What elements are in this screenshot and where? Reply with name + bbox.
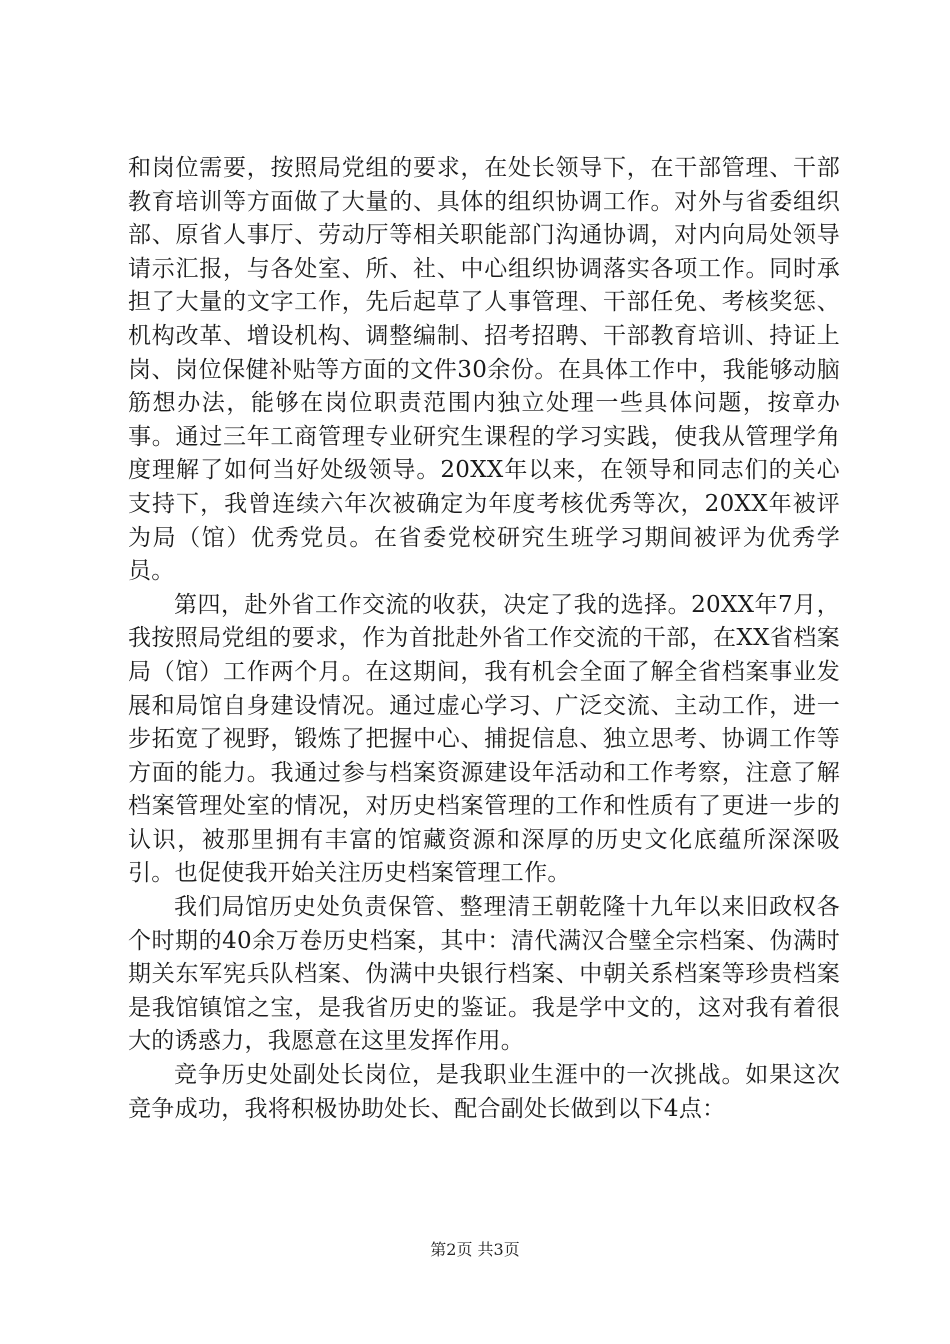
page-number-footer: 第2页 共3页 [430,1240,520,1259]
paragraph-3: 我们局馆历史处负责保管、整理清王朝乾隆十九年以来旧政权各个时期的40余万卷历史档案，其中：清代满汉合璧全宗档案、伪满时期关东军宪兵队档案、伪满中央银行档案、中朝关系档案等珍贵档案是我馆镇馆之宝，是我省历史的鉴证。我是学中文的，这对我有着很大的诱惑力，我愿意在这里发挥作用。 [128,894,840,1055]
paragraph-4: 竞争历史处副处长岗位，是我职业生涯中的一次挑战。如果这次竞争成功，我将积极协助处长、配合副处长做到以下4点： [128,1062,840,1122]
paragraph-1: 和岗位需要，按照局党组的要求，在处长领导下，在干部管理、干部教育培训等方面做了大量的、具体的组织协调工作。对外与省委组织部、原省人事厅、劳动厅等相关职能部门沟通协调，对内向局处领导请示汇报，与各处室、所、社、中心组织协调落实各项工作。同时承担了大量的文字工作，先后起草了人事管理、干部任免、考核奖惩、机构改革、增设机构、调整编制、招考招聘、干部教育培训、持证上岗、岗位保健补贴等方面的文件30余份。在具体工作中，我能够动脑筋想办法，能够在岗位职责范围内独立处理一些具体问题，按章办事。通过三年工商管理专业研究生课程的学习实践，使我从管理学角度理解了如何当好处级领导。20XX年以来，在领导和同志们的关心支持下，我曾连续六年次被确定为年度考核优秀等次，20XX年被评为局（馆）优秀党员。在省委党校研究生班学习期间被评为优秀学员。 [128,155,840,585]
paragraph-2: 第四，赴外省工作交流的收获，决定了我的选择。20XX年7月，我按照局党组的要求，作为首批赴外省工作交流的干部，在XX省档案局（馆）工作两个月。在这期间，我有机会全面了解全省档案事业发展和局馆自身建设情况。通过虚心学习、广泛交流、主动工作，进一步拓宽了视野，锻炼了把握中心、捕捉信息、独立思考、协调工作等方面的能力。我通过参与档案资源建设年活动和工作考察，注意了解档案管理处室的情况，对历史档案管理的工作和性质有了更进一步的认识，被那里拥有丰富的馆藏资源和深厚的历史文化底蕴所深深吸引。也促使我开始关注历史档案管理工作。 [128,591,840,887]
document-body [128,152,840,1126]
